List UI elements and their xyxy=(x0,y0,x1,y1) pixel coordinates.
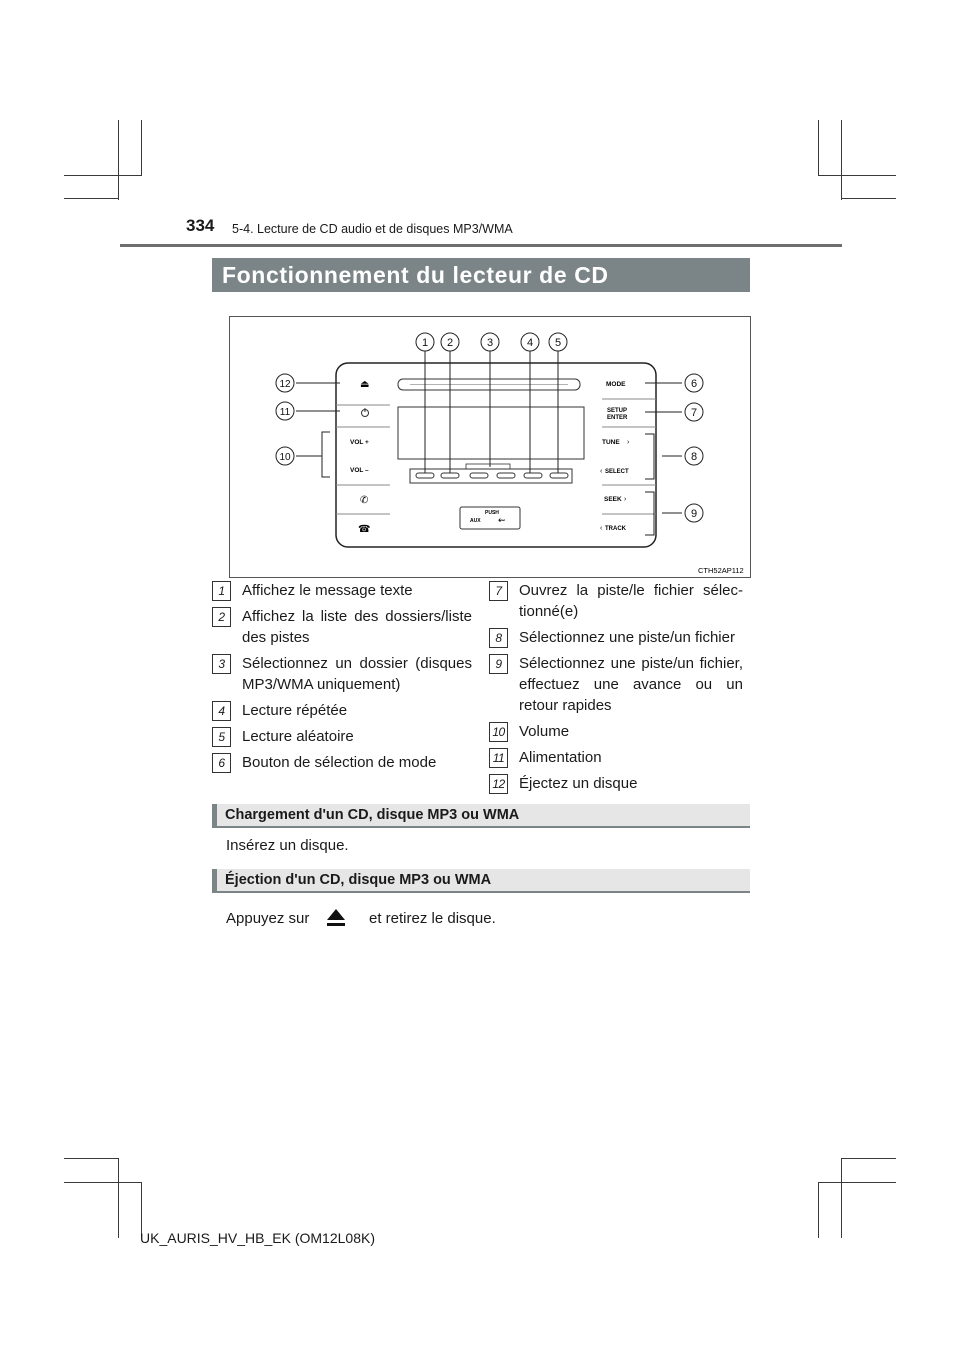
crop-mark xyxy=(118,120,119,200)
crop-mark xyxy=(841,120,842,200)
legend-number: 10 xyxy=(489,722,508,742)
legend-number: 4 xyxy=(212,701,231,721)
chevron-left-icon: ‹ xyxy=(600,468,603,475)
legend-item xyxy=(212,726,472,747)
chevron-right-icon: › xyxy=(627,439,630,446)
legend-text: Affichez la liste des dossiers/liste des pistes xyxy=(242,608,472,646)
callout-8: 8 xyxy=(690,451,698,463)
vol-plus-label: VOL + xyxy=(350,439,369,446)
crop-mark xyxy=(841,198,896,199)
legend-text: Ouvrez la piste/le fichier sélec-tionné(e) xyxy=(519,582,743,620)
legend-number: 8 xyxy=(489,628,508,648)
callout-1: 1 xyxy=(421,337,429,349)
phone-icon: ✆ xyxy=(360,495,369,506)
panel-outline xyxy=(336,363,656,547)
eject-icon: ⏏ xyxy=(360,379,370,390)
page-number: 334 xyxy=(186,216,215,235)
loading-body: Insérez un disque. xyxy=(226,837,349,854)
push-label: PUSH xyxy=(485,510,499,516)
legend-item xyxy=(212,606,472,648)
legend-number: 7 xyxy=(489,581,508,601)
crop-mark xyxy=(141,120,142,175)
crop-mark xyxy=(841,1158,896,1159)
crop-mark xyxy=(818,175,896,176)
legend-item xyxy=(489,627,743,648)
section-heading: 5-4. Lecture de CD audio et de disques MP3/WMA xyxy=(232,222,513,236)
callout-4: 4 xyxy=(526,337,534,349)
ejecting-body-before: Appuyez sur xyxy=(226,910,310,927)
callout-10: 10 xyxy=(279,452,291,463)
legend-text: Alimentation xyxy=(519,749,602,766)
mode-label: MODE xyxy=(606,381,626,388)
preset-buttons xyxy=(410,464,572,483)
legend-text: Bouton de sélection de mode xyxy=(242,754,437,771)
legend-number: 11 xyxy=(489,748,508,768)
legend-number: 1 xyxy=(212,581,231,601)
legend-item xyxy=(212,700,472,721)
crop-mark xyxy=(64,198,119,199)
legend-item xyxy=(489,747,743,768)
legend-item xyxy=(489,773,743,794)
ejecting-body-after: et retirez le disque. xyxy=(369,910,496,927)
crop-mark xyxy=(64,1182,142,1183)
track-label: TRACK xyxy=(605,526,626,532)
ejecting-heading: Éjection d'un CD, disque MP3 ou WMA xyxy=(212,869,750,893)
crop-mark xyxy=(818,1182,819,1238)
crop-mark xyxy=(841,1158,842,1238)
legend-text: Sélectionnez une piste/un fichier xyxy=(519,629,735,646)
hangup-icon: ☎ xyxy=(358,524,371,535)
legend-text: Volume xyxy=(519,723,570,740)
crop-mark xyxy=(64,175,142,176)
callout-11: 11 xyxy=(279,407,291,418)
eject-icon xyxy=(324,906,348,930)
legend-left xyxy=(212,580,472,778)
tune-label: TUNE xyxy=(602,439,620,446)
legend-item xyxy=(212,580,472,601)
legend-number: 9 xyxy=(489,654,508,674)
callout-12: 12 xyxy=(279,379,291,390)
loading-heading: Chargement d'un CD, disque MP3 ou WMA xyxy=(212,804,750,828)
legend-text: Lecture aléatoire xyxy=(242,728,354,745)
callout-7: 7 xyxy=(690,407,698,419)
legend-text: Sélectionnez une piste/un fichier, effectuez une avance ou un retour rapides xyxy=(519,655,743,714)
chevron-left-icon: ‹ xyxy=(600,525,603,532)
chevron-right-icon: › xyxy=(624,496,627,503)
legend-item xyxy=(212,653,472,695)
legend-number: 6 xyxy=(212,753,231,773)
page-title: Fonctionnement du lecteur de CD xyxy=(212,258,750,292)
figure-code: CTH52AP112 xyxy=(698,566,744,575)
crop-mark xyxy=(64,1158,119,1159)
legend-number: 12 xyxy=(489,774,508,794)
callout-6: 6 xyxy=(690,378,698,390)
crop-mark xyxy=(118,1158,119,1238)
legend-number: 5 xyxy=(212,727,231,747)
legend-text: Lecture répétée xyxy=(242,702,348,719)
audio-unit-figure xyxy=(229,316,751,578)
aux-label: AUX xyxy=(470,518,481,524)
usb-icon: ⇜ xyxy=(498,515,506,525)
seek-label: SEEK xyxy=(604,496,622,503)
display-screen xyxy=(398,407,584,459)
legend-number: 3 xyxy=(212,654,231,674)
legend-number: 2 xyxy=(212,607,231,627)
callout-2: 2 xyxy=(446,337,454,349)
legend-text: Sélectionnez un dossier (disques MP3/WMA uniquement) xyxy=(242,655,472,693)
legend-text: Affichez le message texte xyxy=(242,582,413,599)
legend-item xyxy=(489,653,743,716)
legend-text: Éjectez un disque xyxy=(519,775,638,792)
crop-mark xyxy=(818,120,819,175)
callout-9: 9 xyxy=(690,508,698,520)
audio-unit-diagram xyxy=(230,317,752,579)
vol-minus-label: VOL – xyxy=(350,467,369,474)
crop-mark xyxy=(818,1182,896,1183)
header-rule xyxy=(120,244,842,247)
select-label: SELECT xyxy=(605,469,629,475)
setup-label: SETUP xyxy=(607,408,628,414)
legend-item xyxy=(489,721,743,742)
legend-right xyxy=(489,580,743,799)
enter-label: ENTER xyxy=(607,415,628,421)
callout-3: 3 xyxy=(486,337,494,349)
legend-item xyxy=(489,580,743,622)
footer-code: UK_AURIS_HV_HB_EK (OM12L08K) xyxy=(140,1230,375,1246)
callout-5: 5 xyxy=(554,337,562,349)
legend-item xyxy=(212,752,472,773)
